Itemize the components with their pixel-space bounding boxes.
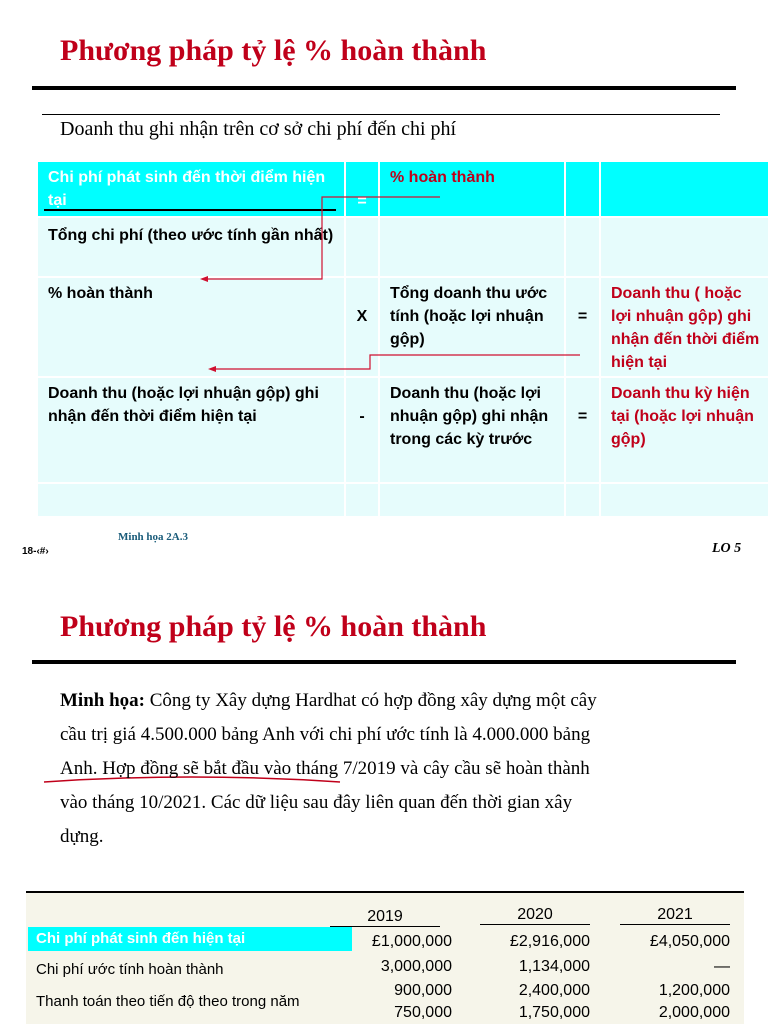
cell-billings-2020: 2,400,000 <box>518 982 590 999</box>
total-cost-cell: Tổng chi phí (theo ước tính gần nhất) <box>38 218 344 276</box>
para-line-1 <box>60 684 760 718</box>
year-2021: 2021 <box>620 906 730 925</box>
slide1-subtitle: Doanh thu ghi nhận trên cơ sở chi phí đến chi phí <box>60 118 457 140</box>
row3-equals: = <box>566 378 599 482</box>
percent-complete-cell: % hoàn thành <box>38 278 344 376</box>
para-line-1-text: Công ty Xây dựng Hardhat có hợp đồng xây dựng một cây <box>149 690 597 711</box>
cell-estimated-2021: — <box>714 958 730 975</box>
revenue-recognized-to-date-cell: Doanh thu (hoặc lợi nhuận gộp) ghi nhận đến thời điểm hiện tại <box>38 378 344 482</box>
para-line-5: dựng. <box>60 826 104 847</box>
cell-row4-2021: 2,000,000 <box>658 1004 730 1021</box>
arrowhead-1 <box>200 276 208 282</box>
para-line-3: Anh. Hợp đồng sẽ bắt đầu vào tháng 7/2019 và cây cầu sẽ hoàn thành <box>60 758 590 779</box>
illustration-ref: Minh họa 2A.3 <box>118 531 188 543</box>
header-percent-text: % hoàn thành <box>390 169 495 186</box>
illustration-paragraph <box>60 684 760 854</box>
para-line-4: vào tháng 10/2021. Các dữ liệu sau đây liên quan đến thời gian xây <box>60 792 573 813</box>
learning-objective: LO 5 <box>712 541 742 556</box>
minus-operator: - <box>346 378 378 482</box>
table-row-label-progress-billings: Thanh toán theo tiến độ theo trong năm <box>36 993 300 1010</box>
page-number: 18-‹#› <box>22 546 49 557</box>
para-label: Minh họa: <box>60 690 145 711</box>
current-period-revenue-text: Doanh thu kỳ hiện tại (hoặc lợi nhuận gộp) <box>611 385 754 448</box>
cell-estimated-2019: 3,000,000 <box>380 958 452 975</box>
cell-costs-2021: £4,050,000 <box>649 933 730 950</box>
cell-costs-2019: £1,000,000 <box>371 933 452 950</box>
arrow-to-revenue <box>212 355 580 369</box>
cell-billings-2021: 1,200,000 <box>658 982 730 999</box>
total-estimated-revenue-cell: Tổng doanh thu ước tính (hoặc lợi nhuận gộp) <box>380 278 564 376</box>
para-line-2: cầu trị giá 4.500.000 bảng Anh với chi phí ước tính là 4.000.000 bảng <box>60 724 591 745</box>
header-cost-incurred-text: Chi phí phát sinh đến thời điểm hiện tại <box>48 169 326 209</box>
revenue-to-date-text: Doanh thu ( hoặc lợi nhuận gộp) ghi nhận đến thời điểm hiện tại <box>611 285 760 371</box>
slide1-title: Phương pháp tỷ lệ % hoàn thành <box>60 34 487 67</box>
table-row-label-costs-to-date: Chi phí phát sinh đến hiện tại <box>36 930 246 947</box>
cell-billings-2019: 900,000 <box>394 982 452 999</box>
cell-row4-2019: 750,000 <box>394 1004 452 1021</box>
year-2019: 2019 <box>330 908 440 927</box>
table-row-label-estimated-costs: Chi phí ước tính hoàn thành <box>36 961 224 978</box>
year-2020: 2020 <box>480 906 590 925</box>
cell-costs-2020: £2,916,000 <box>509 933 590 950</box>
cell-estimated-2020: 1,134,000 <box>518 958 590 975</box>
cell-row4-2020: 1,750,000 <box>518 1004 590 1021</box>
multiply-operator: X <box>346 278 378 376</box>
table-top-rule <box>26 891 744 893</box>
row2-equals: = <box>566 278 599 376</box>
arrowhead-2 <box>208 366 216 372</box>
slide2-title: Phương pháp tỷ lệ % hoàn thành <box>60 610 487 643</box>
slide2-title-underline <box>32 660 736 664</box>
header-equals-text: = <box>357 193 367 210</box>
prior-periods-revenue-cell: Doanh thu (hoặc lợi nhuận gộp) ghi nhận trong các kỳ trước <box>380 378 564 482</box>
